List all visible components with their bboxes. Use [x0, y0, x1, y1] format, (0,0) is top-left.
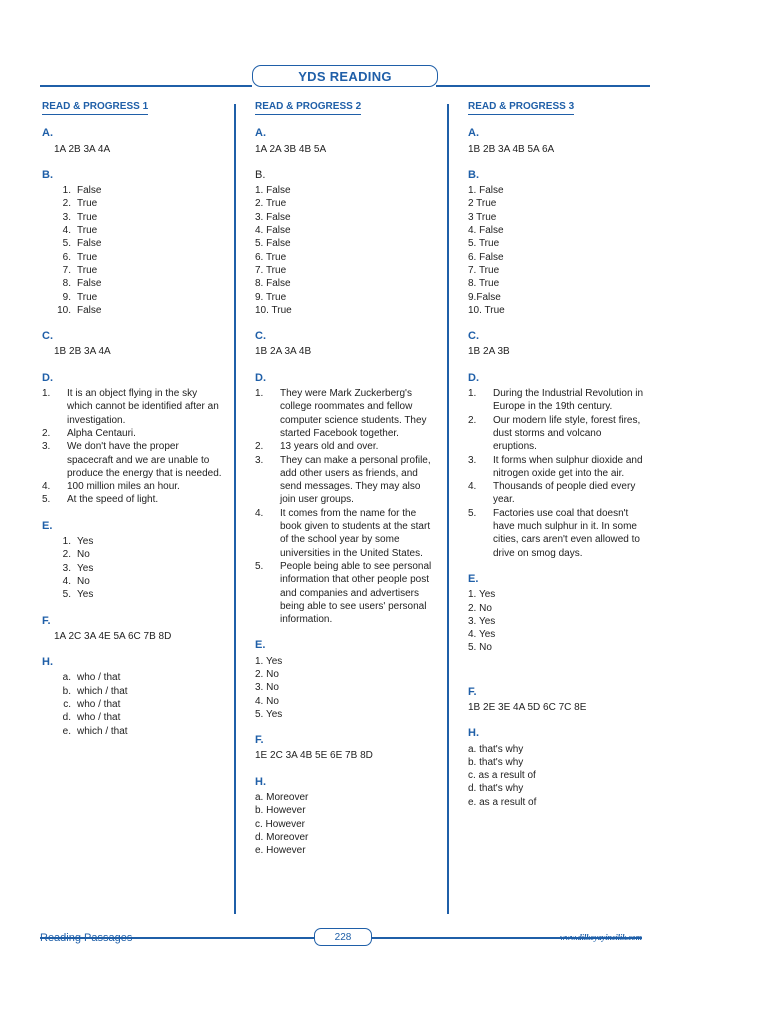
section-d-label: D.	[42, 371, 53, 384]
item-marker: d.	[62, 712, 71, 724]
item-text: which / that	[77, 725, 128, 737]
section-h-list	[42, 671, 222, 737]
list-item	[42, 725, 222, 738]
section-c-answers: 1B 2A 3A 4B	[255, 346, 312, 358]
list-item: 3. False	[255, 211, 291, 223]
section-d-label: D.	[468, 371, 479, 384]
item-text: They were Mark Zuckerberg's college roommates and fellow computer science students. They started Facebook together.	[280, 388, 427, 439]
list-item	[255, 387, 435, 440]
list-item: c. However	[255, 818, 306, 830]
item-marker: e.	[62, 725, 71, 737]
item-number: 3.	[62, 562, 71, 574]
item-text: False	[77, 304, 102, 316]
section-h-label: H.	[42, 656, 53, 669]
item-text: 100 million miles an hour.	[67, 481, 180, 493]
list-item	[42, 237, 222, 250]
section-title: READ & PROGRESS 2	[255, 100, 361, 115]
item-number: 3.	[255, 454, 264, 466]
item-number: 2.	[468, 414, 477, 426]
section-d-list	[42, 387, 222, 507]
section-b-list	[255, 184, 435, 317]
section-f-answers: 1B 2E 3E 4A 5D 6C 7C 8E	[468, 701, 587, 713]
item-text: which / that	[77, 685, 128, 697]
section-c-label: C.	[255, 330, 266, 343]
column-divider-1	[234, 104, 236, 914]
section-b-list	[468, 184, 648, 317]
item-number: 5.	[62, 238, 71, 250]
item-text: who / that	[77, 672, 121, 684]
item-text: who / that	[77, 698, 121, 710]
list-item: 1. Yes	[255, 655, 283, 667]
section-a-answers: 1A 2A 3B 4B 5A	[255, 143, 327, 155]
list-item: 4. False	[468, 225, 504, 237]
list-item: 4. No	[255, 695, 279, 707]
list-item	[255, 440, 435, 453]
item-text: It is an object flying in the sky which cannot be identified after an investigation.	[67, 388, 219, 426]
item-text: True	[77, 291, 98, 303]
item-text: People being able to see personal information that other people post and companies and advertisers being able to see users' personal information.	[280, 560, 432, 626]
section-f-answers: 1E 2C 3A 4B 5E 6E 7B 8D	[255, 750, 373, 762]
section-b-label: B.	[468, 168, 479, 181]
section-h-label: H.	[255, 775, 266, 788]
item-text: No	[77, 575, 90, 587]
item-text: During the Industrial Revolution in Europe in the 19th century.	[493, 388, 644, 413]
list-item	[468, 480, 648, 507]
list-item	[42, 184, 222, 197]
list-item: 6. False	[468, 251, 504, 263]
list-item	[42, 440, 222, 480]
list-item: 4. Yes	[468, 629, 496, 641]
item-text: They can make a personal profile, add other users as friends, and send messages. They may also join user groups.	[280, 454, 431, 506]
header-rule-right	[436, 85, 650, 87]
section-h-list	[255, 791, 435, 857]
item-text: No	[77, 549, 90, 561]
item-number: 4.	[255, 507, 264, 519]
page-title: YDS READING	[252, 65, 438, 87]
list-item	[255, 507, 435, 560]
item-number: 1.	[62, 536, 71, 548]
item-marker: a.	[62, 672, 71, 684]
list-item	[42, 480, 222, 493]
item-number: 2.	[62, 549, 71, 561]
list-item	[42, 698, 222, 711]
column-read-progress-3	[468, 96, 648, 809]
section-f-answers: 1A 2C 3A 4E 5A 6C 7B 8D	[54, 630, 172, 642]
item-text: True	[77, 264, 98, 276]
list-item: e. as a result of	[468, 796, 537, 808]
item-text: True	[77, 198, 98, 210]
section-f-label: F.	[255, 734, 264, 747]
list-item	[42, 493, 222, 506]
list-item: 10. True	[255, 304, 292, 316]
list-item: 8. False	[255, 278, 291, 290]
item-number: 5.	[62, 589, 71, 601]
list-item: 4. False	[255, 225, 291, 237]
item-number: 2.	[255, 441, 264, 453]
section-a-answers: 1A 2B 3A 4A	[54, 143, 111, 155]
item-number: 2.	[62, 198, 71, 210]
list-item: b. that's why	[468, 756, 524, 768]
list-item	[42, 197, 222, 210]
item-text: Alpha Centauri.	[67, 427, 136, 439]
section-d-label: D.	[255, 371, 266, 384]
item-number: 9.	[62, 291, 71, 303]
item-text: False	[77, 238, 102, 250]
item-number: 5.	[468, 507, 477, 519]
list-item	[42, 548, 222, 561]
section-f-label: F.	[468, 685, 477, 698]
section-f-label: F.	[42, 614, 51, 627]
footer-section-name: Reading Passages	[40, 932, 133, 944]
item-text: Our modern life style, forest fires, dust storms and volcano eruptions.	[493, 414, 641, 453]
section-c-answers: 1B 2B 3A 4A	[54, 346, 111, 358]
list-item	[42, 251, 222, 264]
list-item	[42, 685, 222, 698]
item-number: 1.	[42, 388, 51, 400]
list-item: 2 True	[468, 198, 497, 210]
section-a-label: A.	[468, 127, 479, 140]
item-number: 4.	[468, 481, 477, 493]
section-title: READ & PROGRESS 3	[468, 100, 574, 115]
list-item: b. However	[255, 805, 306, 817]
list-item: 1. False	[468, 185, 504, 197]
section-c-answers: 1B 2A 3B	[468, 346, 510, 358]
item-text: True	[77, 251, 98, 263]
list-item: 3 True	[468, 211, 497, 223]
item-number: 6.	[62, 251, 71, 263]
list-item: 6. True	[255, 251, 287, 263]
list-item: 1. False	[255, 185, 291, 197]
section-e-list	[255, 655, 435, 721]
item-text: Factories use coal that doesn't have much sulphur in it. In some cities, cars aren't even allowed to drive on smog days.	[493, 507, 640, 559]
item-number: 10.	[57, 304, 71, 316]
list-item	[42, 535, 222, 548]
page-number: 228	[314, 928, 372, 946]
section-a-label: A.	[255, 127, 266, 140]
list-item	[255, 454, 435, 507]
section-e-label: E.	[42, 519, 53, 532]
item-text: 13 years old and over.	[280, 441, 379, 453]
item-text: It forms when sulphur dioxide and nitrogen oxide get into the air.	[493, 454, 643, 479]
list-item: d. that's why	[468, 783, 524, 795]
item-number: 5.	[255, 560, 264, 572]
list-item: a. that's why	[468, 743, 524, 755]
item-text: It comes from the name for the book given to students at the start of the school year by some universities in the United States.	[280, 507, 431, 559]
list-item: 10. True	[468, 304, 505, 316]
list-item	[42, 291, 222, 304]
item-marker: b.	[62, 685, 71, 697]
list-item: 1. Yes	[468, 589, 496, 601]
list-item	[42, 575, 222, 588]
item-number: 8.	[62, 278, 71, 290]
list-item: 2. No	[255, 668, 279, 680]
item-text: True	[77, 225, 98, 237]
item-number: 1.	[62, 185, 71, 197]
section-a-label: A.	[42, 127, 53, 140]
list-item: d. Moreover	[255, 831, 309, 843]
item-number: 7.	[62, 264, 71, 276]
item-number: 4.	[62, 225, 71, 237]
column-divider-2	[447, 104, 449, 914]
item-number: 2.	[42, 427, 51, 439]
list-item: 3. No	[255, 682, 279, 694]
section-h-list	[468, 743, 648, 809]
list-item	[42, 277, 222, 290]
section-title: READ & PROGRESS 1	[42, 100, 148, 115]
list-item: 7. True	[468, 264, 500, 276]
list-item	[42, 211, 222, 224]
list-item	[42, 588, 222, 601]
list-item: 7. True	[255, 264, 287, 276]
header-rule-left	[40, 85, 252, 87]
list-item: 9. True	[255, 291, 287, 303]
section-b-label: B.	[42, 168, 53, 181]
list-item	[255, 560, 435, 626]
item-text: True	[77, 211, 98, 223]
item-text: Yes	[77, 562, 94, 574]
item-number: 4.	[42, 481, 51, 493]
section-c-label: C.	[468, 330, 479, 343]
item-number: 1.	[255, 388, 264, 400]
list-item	[42, 224, 222, 237]
item-number: 3.	[42, 441, 51, 453]
item-marker: c.	[63, 698, 71, 710]
section-b-label: B.	[255, 168, 266, 181]
list-item	[42, 711, 222, 724]
section-b-list	[42, 184, 222, 317]
section-c-label: C.	[42, 330, 53, 343]
list-item: c. as a result of	[468, 770, 536, 782]
list-item	[42, 387, 222, 427]
item-text: Thousands of people died every year.	[493, 481, 636, 506]
list-item: 5. True	[468, 238, 500, 250]
list-item	[468, 507, 648, 560]
section-e-label: E.	[468, 572, 479, 585]
item-text: who / that	[77, 712, 121, 724]
item-text: False	[77, 185, 102, 197]
item-number: 3.	[62, 211, 71, 223]
list-item: 2. No	[468, 602, 492, 614]
footer-website: www.dilkoyayincilik.com	[560, 933, 642, 942]
list-item	[42, 304, 222, 317]
section-e-list	[42, 535, 222, 601]
item-text: We don't have the proper spacecraft and we are unable to produce the energy that is needed.	[67, 441, 222, 479]
list-item: 5. Yes	[255, 708, 283, 720]
section-h-label: H.	[468, 727, 479, 740]
list-item: 8. True	[468, 278, 500, 290]
list-item: 5. No	[468, 642, 492, 654]
list-item: e. However	[255, 845, 306, 857]
list-item	[42, 671, 222, 684]
list-item	[42, 264, 222, 277]
list-item: 9.False	[468, 291, 501, 303]
column-read-progress-2	[255, 96, 435, 858]
item-text: False	[77, 278, 102, 290]
list-item: a. Moreover	[255, 792, 309, 804]
section-d-list	[255, 387, 435, 626]
item-number: 3.	[468, 454, 477, 466]
section-e-list	[468, 588, 648, 654]
item-number: 5.	[42, 494, 51, 506]
item-text: At the speed of light.	[67, 494, 159, 506]
item-number: 1.	[468, 388, 477, 400]
column-read-progress-1	[42, 96, 222, 738]
item-text: Yes	[77, 536, 94, 548]
list-item: 2. True	[255, 198, 287, 210]
list-item	[468, 414, 648, 454]
list-item	[468, 387, 648, 414]
section-e-label: E.	[255, 639, 266, 652]
section-d-list	[468, 387, 648, 560]
list-item: 3. Yes	[468, 615, 496, 627]
list-item: 5. False	[255, 238, 291, 250]
item-text: Yes	[77, 589, 94, 601]
list-item	[42, 562, 222, 575]
section-a-answers: 1B 2B 3A 4B 5A 6A	[468, 143, 555, 155]
list-item	[42, 427, 222, 440]
list-item	[468, 454, 648, 481]
item-number: 4.	[62, 575, 71, 587]
spacer	[468, 655, 648, 673]
